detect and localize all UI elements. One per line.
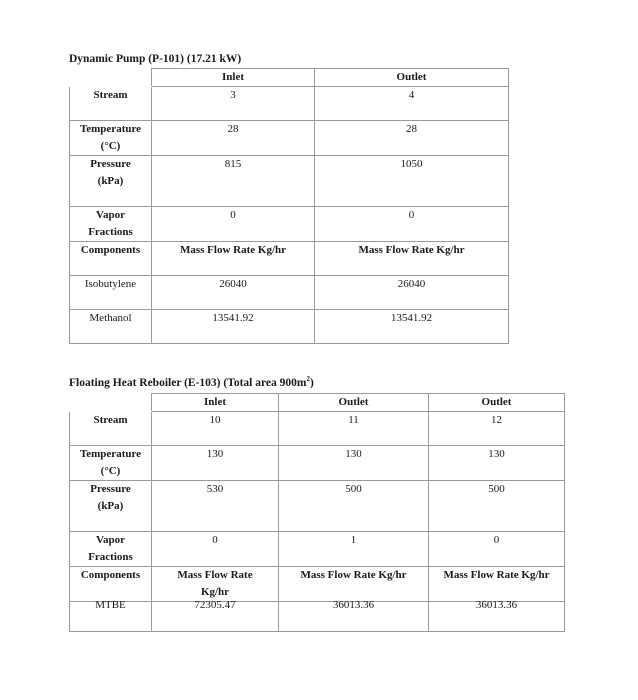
table2-outlet-header-2: Outlet xyxy=(429,394,565,412)
table1-temperature-out: 28 xyxy=(315,121,509,156)
table2-pressure-c3: 500 xyxy=(429,481,565,532)
table2-vapor-label xyxy=(70,532,152,567)
table2-stream-label: Stream xyxy=(70,412,152,446)
table2-stream-c2: 11 xyxy=(279,412,429,446)
vapor-label-line1: Vapor xyxy=(96,209,125,221)
pressure-label-line2: (kPa) xyxy=(97,175,124,187)
table1-row-name: Methanol xyxy=(70,310,152,344)
reboiler-table-data-rows xyxy=(69,597,565,632)
table1-outlet-header: Outlet xyxy=(315,69,509,87)
table2-inlet-header: Inlet xyxy=(152,394,279,412)
table1-row-out: 26040 xyxy=(315,276,509,310)
table2-outlet-header-1: Outlet xyxy=(279,394,429,412)
pressure-label-line2: (kPa) xyxy=(97,500,124,512)
table1-stream-label: Stream xyxy=(70,87,152,121)
table1-header-row xyxy=(70,69,509,87)
table1-temperature-label xyxy=(70,121,152,156)
table2-title-sup: 2 xyxy=(306,375,310,384)
table1-temperature-in: 28 xyxy=(152,121,315,156)
pump-table xyxy=(69,68,509,344)
table2-row-c2: 36013.36 xyxy=(279,597,429,631)
table1-vapor-in: 0 xyxy=(152,207,315,242)
table1-vapor-row xyxy=(70,207,509,242)
table2-pressure-c2: 500 xyxy=(279,481,429,532)
components-c1-line1: Mass Flow Rate xyxy=(177,569,253,581)
table1-inlet-header: Inlet xyxy=(152,69,315,87)
table2-title-end: ) xyxy=(309,377,314,389)
table-row xyxy=(70,310,509,344)
table1-row-out: 13541.92 xyxy=(315,310,509,344)
vapor-label-line2: Fractions xyxy=(88,226,133,238)
table1-stream-out: 4 xyxy=(315,87,509,121)
components-c1-line2: Kg/hr xyxy=(200,586,230,598)
vapor-label-line2: Fractions xyxy=(88,551,133,563)
table2-vapor-c1: 0 xyxy=(152,532,279,567)
temperature-label-line2: (°C) xyxy=(100,140,121,152)
table1-components-out: Mass Flow Rate Kg/hr xyxy=(315,242,509,276)
table1-title: Dynamic Pump (P-101) (17.21 kW) xyxy=(69,53,242,65)
table2-components-c2: Mass Flow Rate Kg/hr xyxy=(279,567,429,602)
table2-pressure-label xyxy=(70,481,152,532)
table2-temperature-c3: 130 xyxy=(429,446,565,481)
table1-vapor-out: 0 xyxy=(315,207,509,242)
table2-row-c1: 72305.47 xyxy=(152,597,279,631)
table2-row-c3: 36013.36 xyxy=(429,597,565,631)
table2-header-row xyxy=(70,394,565,412)
vapor-label-line1: Vapor xyxy=(96,534,125,546)
table2-title xyxy=(69,377,314,389)
table2-stream-row xyxy=(70,412,565,446)
table2-components-label: Components xyxy=(70,567,152,602)
table2-components-c3: Mass Flow Rate Kg/hr xyxy=(429,567,565,602)
table2-temperature-c2: 130 xyxy=(279,446,429,481)
table1-vapor-label xyxy=(70,207,152,242)
table2-stream-c3: 12 xyxy=(429,412,565,446)
table1-pressure-in: 815 xyxy=(152,156,315,207)
table1-stream-row xyxy=(70,87,509,121)
table-row xyxy=(70,597,565,631)
table1-row-in: 26040 xyxy=(152,276,315,310)
table1-row-in: 13541.92 xyxy=(152,310,315,344)
temperature-label-line1: Temperature xyxy=(79,448,142,460)
table1-pressure-out: 1050 xyxy=(315,156,509,207)
table2-vapor-c2: 1 xyxy=(279,532,429,567)
table1-pressure-label xyxy=(70,156,152,207)
pressure-label-line1: Pressure xyxy=(90,483,131,495)
reboiler-table xyxy=(69,393,565,602)
table2-title-main: Floating Heat Reboiler (E-103) (Total area 900m xyxy=(69,377,307,389)
table-row xyxy=(70,276,509,310)
temperature-label-line2: (°C) xyxy=(100,465,121,477)
table2-temperature-row xyxy=(70,446,565,481)
table1-components-in: Mass Flow Rate Kg/hr xyxy=(152,242,315,276)
table2-vapor-row xyxy=(70,532,565,567)
pressure-label-line1: Pressure xyxy=(90,158,131,170)
table2-stream-c1: 10 xyxy=(152,412,279,446)
table2-pressure-c1: 530 xyxy=(152,481,279,532)
table2-row-name: MTBE xyxy=(70,597,152,631)
table1-pressure-row xyxy=(70,156,509,207)
table1-components-label: Components xyxy=(70,242,152,276)
table1-stream-in: 3 xyxy=(152,87,315,121)
table2-temperature-c1: 130 xyxy=(152,446,279,481)
table2-pressure-row xyxy=(70,481,565,532)
table1-temperature-row xyxy=(70,121,509,156)
table2-vapor-c3: 0 xyxy=(429,532,565,567)
temperature-label-line1: Temperature xyxy=(79,123,142,135)
table1-row-name: Isobutylene xyxy=(70,276,152,310)
table1-components-row xyxy=(70,242,509,276)
table2-temperature-label xyxy=(70,446,152,481)
